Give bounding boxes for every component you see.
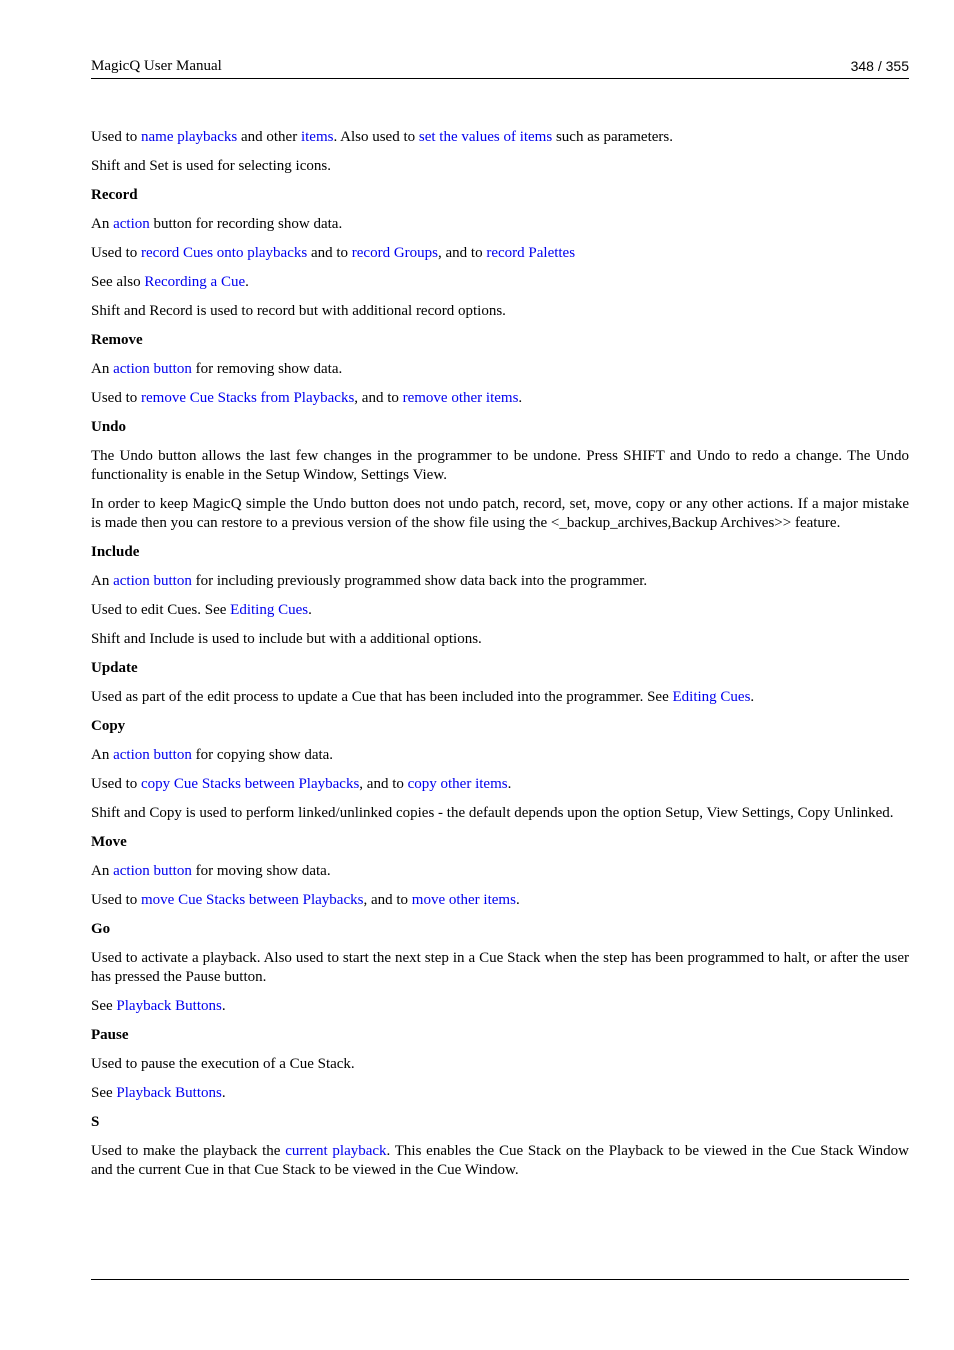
paragraph <box>91 997 909 1016</box>
text-span: Used to <box>91 892 141 908</box>
cross-reference-link[interactable]: action button <box>113 747 192 763</box>
text-span: , and to <box>363 892 412 908</box>
cross-reference-link[interactable]: Playback Buttons <box>116 1085 222 1101</box>
text-span: An <box>91 573 114 589</box>
paragraph <box>91 862 909 881</box>
paragraph <box>91 244 909 263</box>
text-span: The Undo button allows the last few changes in the programmer to be undone. Press SHIFT and Undo to redo a change. The Undo functionality is enable in the Setup Window, Settings View. <box>91 448 909 483</box>
section-heading: Pause <box>91 1027 129 1043</box>
section-heading: Undo <box>91 419 127 435</box>
cross-reference-link[interactable]: current playback <box>285 1143 387 1159</box>
text-span: Used as part of the edit process to update a Cue that has been included into the programmer. See <box>91 689 673 705</box>
cross-reference-link[interactable]: remove Cue Stacks from Playbacks <box>141 390 355 406</box>
text-span: Shift and Include is used to include but with a additional options. <box>91 631 482 647</box>
text-span: Used to pause the execution of a Cue Stack. <box>91 1056 355 1072</box>
paragraph <box>91 1142 909 1180</box>
cross-reference-link[interactable]: record Groups <box>351 245 439 261</box>
text-span: An <box>91 216 114 232</box>
paragraph <box>91 360 909 379</box>
paragraph <box>91 389 909 408</box>
paragraph <box>91 273 909 292</box>
paragraph <box>91 1055 909 1074</box>
text-span: for including previously programmed show data back into the programmer. <box>191 573 648 589</box>
cross-reference-link[interactable]: action button <box>113 573 192 589</box>
text-span: See <box>91 1085 117 1101</box>
section-heading: Copy <box>91 718 126 734</box>
page-number: 348 / 355 <box>850 58 909 74</box>
cross-reference-link[interactable]: remove other items <box>402 390 519 406</box>
text-span: , and to <box>438 245 487 261</box>
paragraph <box>91 128 909 147</box>
paragraph <box>91 302 909 321</box>
text-span: such as parameters. <box>552 129 673 145</box>
paragraph <box>91 804 909 823</box>
text-span: Used to make the playback the <box>91 1143 286 1159</box>
paragraph <box>91 447 909 485</box>
text-span: Used to <box>91 129 141 145</box>
section-heading: Include <box>91 544 140 560</box>
text-span: See <box>91 998 117 1014</box>
page-header <box>91 56 909 79</box>
section-heading: Record <box>91 187 138 203</box>
paragraph <box>91 949 909 987</box>
text-span: . <box>308 602 312 618</box>
text-span: See also <box>91 274 145 290</box>
paragraph <box>91 630 909 649</box>
text-span: . <box>245 274 249 290</box>
paragraph <box>91 157 909 176</box>
paragraph <box>91 572 909 591</box>
text-span: . <box>507 776 512 792</box>
cross-reference-link[interactable]: record Palettes <box>486 245 576 261</box>
text-span: Shift and Set is used for selecting icons. <box>91 158 331 174</box>
cross-reference-link[interactable]: Playback Buttons <box>116 998 222 1014</box>
text-span: An <box>91 863 114 879</box>
section-heading: Remove <box>91 332 143 348</box>
manual-title: MagicQ User Manual <box>91 58 222 74</box>
paragraph <box>91 601 909 620</box>
page-content <box>91 128 909 1190</box>
text-span: . This enables the Cue Stack on the Playback to be viewed in the Cue Stack Window and the current Cue in that Cue Stack to be viewed in the Cue Window. <box>91 1143 909 1178</box>
cross-reference-link[interactable]: action button <box>113 863 192 879</box>
text-span: Used to activate a playback. Also used to start the next step in a Cue Stack when the step has been programmed to halt, or after the user has pressed the Pause button. <box>91 950 909 985</box>
text-span: and other <box>237 129 301 145</box>
cross-reference-link[interactable]: name playbacks <box>141 129 238 145</box>
cross-reference-link[interactable]: Editing Cues <box>230 602 309 618</box>
text-span: Shift and Record is used to record but with additional record options. <box>91 303 506 319</box>
paragraph <box>91 215 909 234</box>
cross-reference-link[interactable]: action button <box>113 361 192 377</box>
cross-reference-link[interactable]: move other items <box>411 892 516 908</box>
cross-reference-link[interactable]: items <box>300 129 334 145</box>
paragraph <box>91 746 909 765</box>
text-span: for copying show data. <box>191 747 334 763</box>
section-heading: Move <box>91 834 127 850</box>
cross-reference-link[interactable]: Editing Cues <box>672 689 751 705</box>
paragraph <box>91 1084 909 1103</box>
cross-reference-link[interactable]: move Cue Stacks between Playbacks <box>141 892 364 908</box>
section-heading: Go <box>91 921 111 937</box>
text-span: for moving show data. <box>191 863 331 879</box>
text-span: . <box>515 892 520 908</box>
text-span: for removing show data. <box>191 361 343 377</box>
text-span: . <box>221 998 226 1014</box>
cross-reference-link[interactable]: Recording a Cue <box>144 274 246 290</box>
section-heading: S <box>91 1114 100 1130</box>
cross-reference-link[interactable]: set the values of items <box>418 129 553 145</box>
text-span: In order to keep MagicQ simple the Undo button does not undo patch, record, set, move, copy or any other actions. If a major mistake is made then you can restore to a previous version of the show file using the <_backup_archives,Backup Archives>> feature. <box>91 496 909 531</box>
text-span: Shift and Copy is used to perform linked/unlinked copies - the default depends upon the option Setup, View Settings, Copy Unlinked. <box>91 805 894 821</box>
paragraph <box>91 775 909 794</box>
text-span: An <box>91 747 114 763</box>
text-span: Used to <box>91 390 141 406</box>
section-heading: Update <box>91 660 138 676</box>
cross-reference-link[interactable]: copy other items <box>407 776 508 792</box>
text-span: Used to <box>91 245 141 261</box>
cross-reference-link[interactable]: record Cues onto playbacks <box>141 245 308 261</box>
cross-reference-link[interactable]: action <box>113 216 150 232</box>
text-span: Used to edit Cues. See <box>91 602 231 618</box>
paragraph <box>91 891 909 910</box>
paragraph <box>91 688 909 707</box>
text-span: Used to <box>91 776 141 792</box>
text-span: , and to <box>359 776 408 792</box>
text-span: An <box>91 361 114 377</box>
cross-reference-link[interactable]: copy Cue Stacks between Playbacks <box>141 776 360 792</box>
text-span: . Also used to <box>333 129 419 145</box>
text-span: , and to <box>354 390 403 406</box>
paragraph <box>91 495 909 533</box>
text-span: . <box>518 390 523 406</box>
text-span: . <box>750 689 755 705</box>
footer-rule <box>91 1279 909 1280</box>
text-span: button for recording show data. <box>149 216 343 232</box>
text-span: . <box>221 1085 226 1101</box>
text-span: and to <box>307 245 352 261</box>
